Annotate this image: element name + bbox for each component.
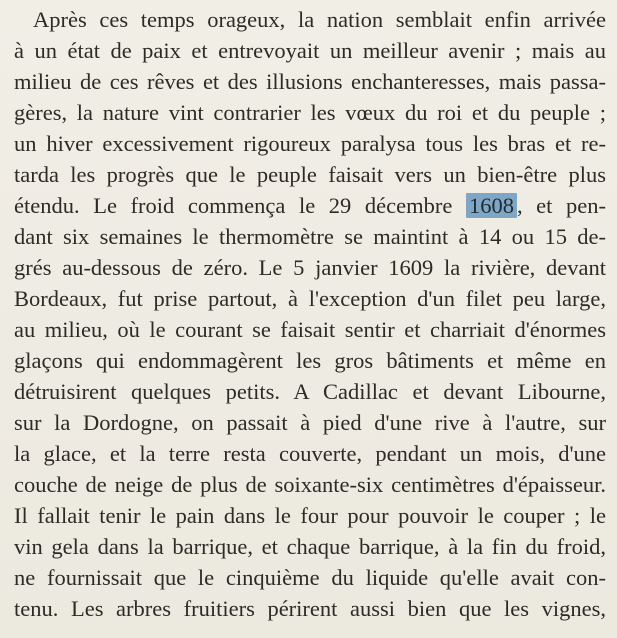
text-line-18: vin gela dans la barrique, et chaque barrique, à la fin du froid, — [14, 534, 606, 559]
text-line-19: ne fournissait que le cinquième du liquide qu'elle avait con- — [14, 565, 606, 590]
text-line-12: glaçons qui endommagèrent les gros bâtiments et même en — [14, 348, 606, 373]
text-line-7-after: , et pen- — [516, 193, 606, 218]
text-line-6: tarda les progrès que le peuple faisait vers un bien-être plus — [14, 162, 606, 187]
text-line-2: à un état de paix et entrevoyait un meilleur avenir ; mais au — [14, 38, 606, 63]
text-line-10: Bordeaux, fut prise partout, à l'exception d'un filet peu large, — [14, 286, 606, 311]
text-line-3: milieu de ces rêves et des illusions enchanteresses, mais passa- — [14, 69, 606, 94]
text-line-13: détruisirent quelques petits. A Cadillac et devant Libourne, — [14, 379, 606, 404]
text-line-20: tenu. Les arbres fruitiers périrent aussi bien que les vignes, — [14, 596, 606, 621]
text-line-7-before: étendu. Le froid commença le 29 décembre — [14, 193, 466, 218]
text-line-15: la glace, et la terre resta couverte, pendant un mois, d'une — [14, 441, 606, 466]
text-line-16: couche de neige de plus de soixante-six centimètres d'épaisseur. — [14, 472, 606, 497]
text-line-7 — [14, 190, 606, 221]
text-line-8: dant six semaines le thermomètre se maintint à 14 ou 15 de- — [14, 224, 606, 249]
text-line-11: au milieu, où le courant se faisait sentir et charriait d'énormes — [14, 317, 606, 342]
text-line-4: gères, la nature vint contrarier les vœux du roi et du peuple ; — [14, 100, 606, 125]
text-line-17: Il fallait tenir le pain dans le four pour pouvoir le couper ; le — [14, 503, 606, 528]
highlighted-year[interactable]: 1608 — [466, 193, 517, 218]
text-line-9: grés au-dessous de zéro. Le 5 janvier 1609 la rivière, devant — [14, 255, 606, 280]
text-line-1: Après ces temps orageux, la nation semblait enfin arrivée — [33, 7, 606, 32]
text-line-5: un hiver excessivement rigoureux paralysa tous les bras et re- — [14, 131, 606, 156]
text-line-14: sur la Dordogne, on passait à pied d'une rive à l'autre, sur — [14, 410, 606, 435]
